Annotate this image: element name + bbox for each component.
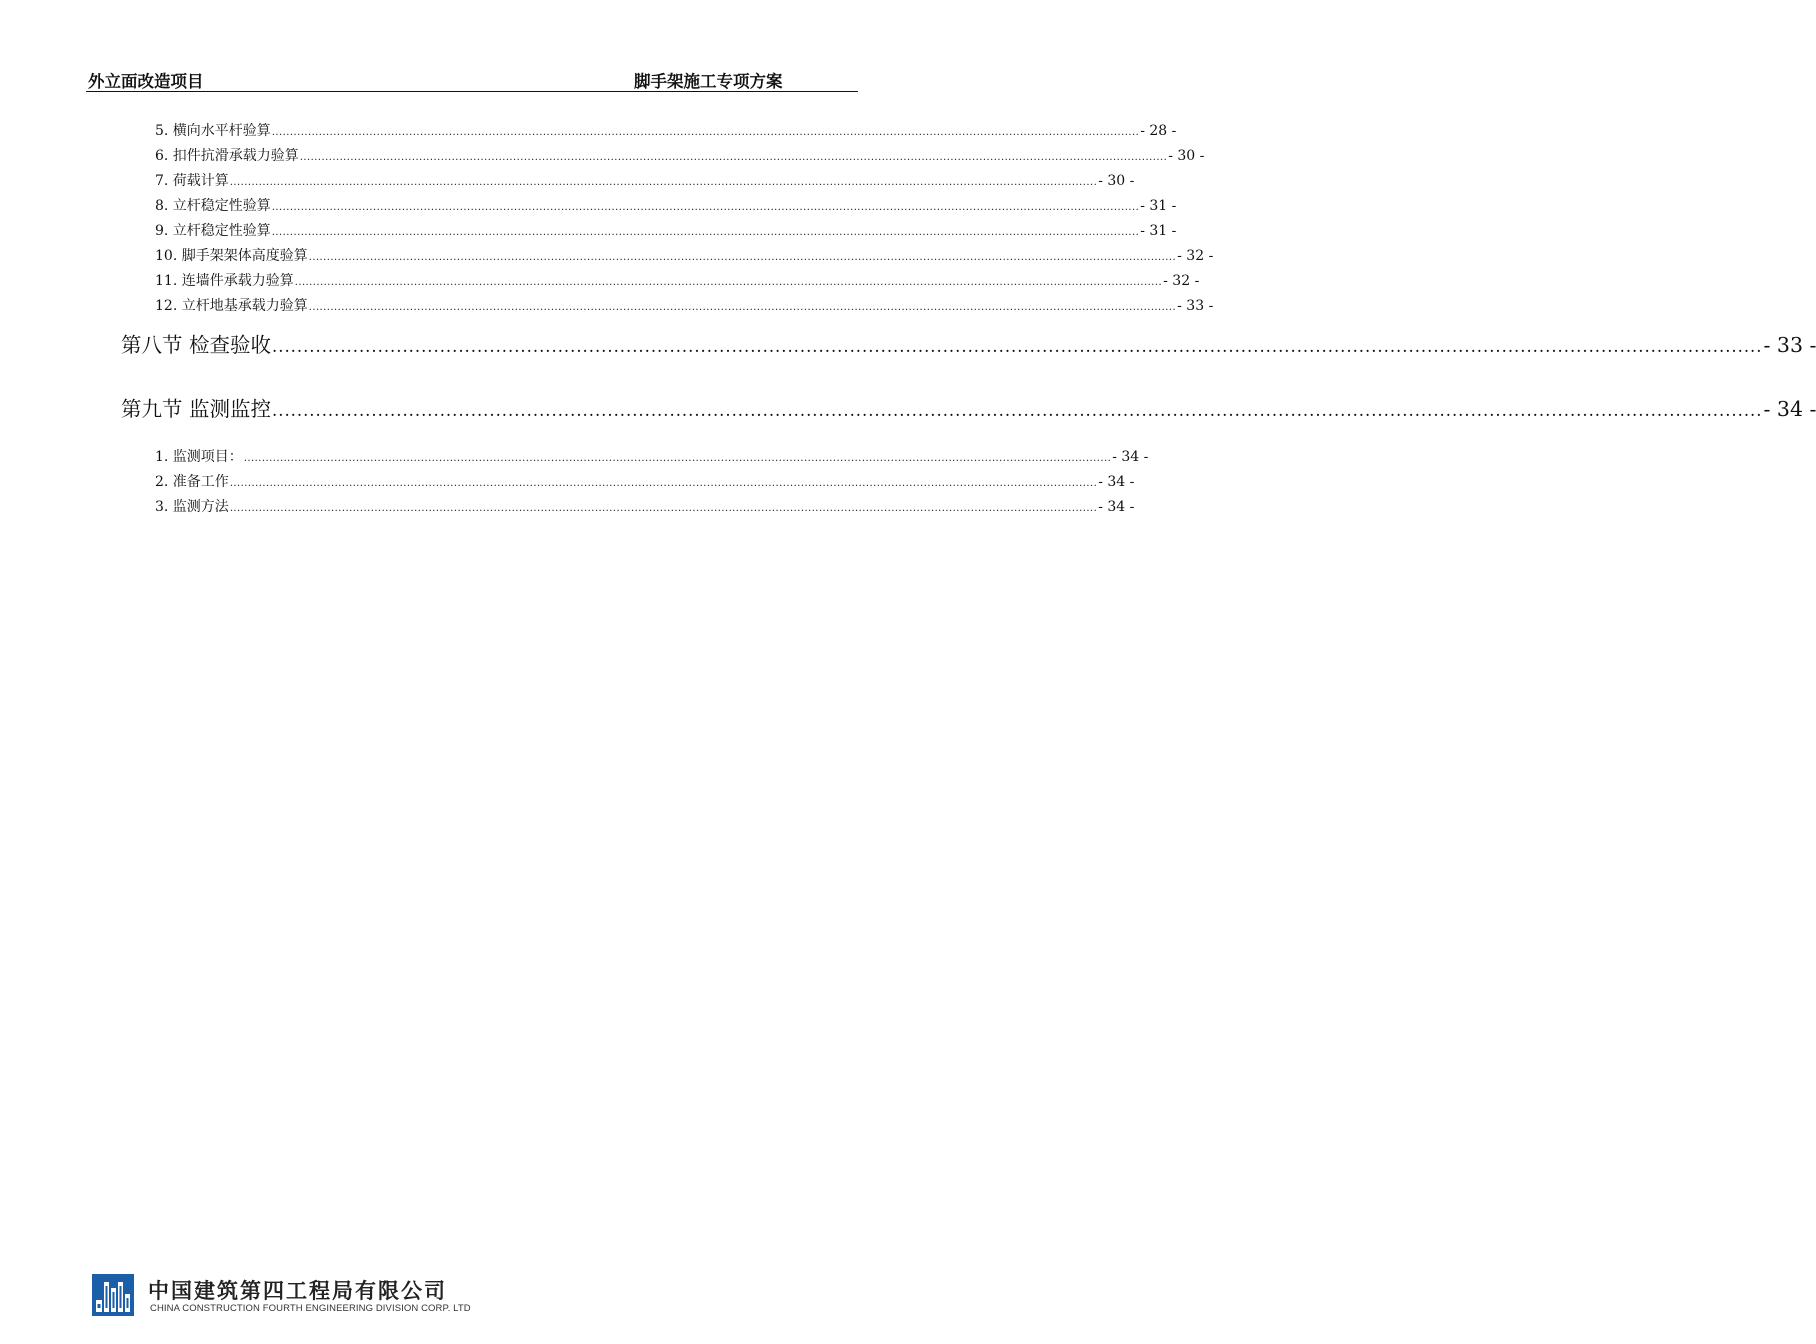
toc-item-title: 7. 荷载计算 bbox=[155, 173, 229, 189]
toc-leader-dots: ................................................................................................................................................................................................................................................ bbox=[308, 252, 1177, 263]
toc-item-page: - 33 - bbox=[1177, 298, 1214, 314]
toc-item-page: - 31 - bbox=[1140, 198, 1177, 214]
toc-item-load-calculation[interactable] bbox=[155, 170, 1135, 192]
company-name-cn: 中国建筑第四工程局有限公司 bbox=[148, 1279, 447, 1303]
toc-item-pole-foundation-check[interactable] bbox=[155, 295, 1214, 317]
toc-item-title: 11. 连墙件承载力验算 bbox=[155, 273, 294, 289]
toc-leader-dots: ................................................................................................................................................................................................................................................ bbox=[272, 401, 1763, 420]
toc-item-title: 6. 扣件抗滑承载力验算 bbox=[155, 148, 299, 164]
toc-leader-dots: ................................................................................................................................................................................................................................................ bbox=[271, 202, 1140, 213]
toc-item-page: - 32 - bbox=[1163, 273, 1200, 289]
toc-leader-dots: ................................................................................................................................................................................................................................................ bbox=[243, 453, 1112, 464]
toc-item-pole-stability-check-8[interactable] bbox=[155, 195, 1177, 217]
toc-item-title: 8. 立杆稳定性验算 bbox=[155, 198, 271, 214]
toc-item-title: 1. 监测项目： bbox=[155, 449, 243, 465]
toc-item-page: - 33 - bbox=[1763, 333, 1816, 357]
toc-item-fastener-slip-check[interactable] bbox=[155, 145, 1205, 167]
toc-item-monitoring-items[interactable] bbox=[155, 446, 1149, 468]
toc-item-page: - 28 - bbox=[1140, 123, 1177, 139]
toc-leader-dots: ................................................................................................................................................................................................................................................ bbox=[272, 337, 1763, 356]
toc-item-preparation[interactable] bbox=[155, 471, 1135, 493]
toc-item-wall-tie-capacity-check[interactable] bbox=[155, 270, 1200, 292]
company-name-en: CHINA CONSTRUCTION FOURTH ENGINEERING DIVISION CORP. LTD bbox=[150, 1303, 471, 1314]
toc-item-title: 5. 横向水平杆验算 bbox=[155, 123, 271, 139]
toc-item-title: 第九节 监测监控 bbox=[121, 397, 272, 421]
toc-item-page: - 32 - bbox=[1177, 248, 1214, 264]
toc-leader-dots: ................................................................................................................................................................................................................................................ bbox=[229, 177, 1098, 188]
toc-section-monitoring-control[interactable] bbox=[121, 392, 1816, 422]
header-divider bbox=[86, 91, 858, 92]
toc-item-page: - 31 - bbox=[1140, 223, 1177, 239]
toc-item-page: - 30 - bbox=[1098, 173, 1135, 189]
toc-leader-dots: ................................................................................................................................................................................................................................................ bbox=[271, 227, 1140, 238]
toc-item-horizontal-bar-check[interactable] bbox=[155, 120, 1177, 142]
toc-item-page: - 30 - bbox=[1168, 148, 1205, 164]
toc-leader-dots: ................................................................................................................................................................................................................................................ bbox=[229, 503, 1098, 514]
toc-item-monitoring-methods[interactable] bbox=[155, 496, 1135, 518]
toc-section-inspection-acceptance[interactable] bbox=[121, 328, 1816, 358]
toc-item-title: 9. 立杆稳定性验算 bbox=[155, 223, 271, 239]
page-footer bbox=[92, 1273, 472, 1319]
toc-leader-dots: ................................................................................................................................................................................................................................................ bbox=[271, 127, 1140, 138]
page-header-right: 脚手架施工专项方案 bbox=[634, 72, 783, 91]
toc-item-page: - 34 - bbox=[1098, 499, 1135, 515]
page-header-left: 外立面改造项目 bbox=[88, 72, 204, 91]
toc-item-page: - 34 - bbox=[1112, 449, 1149, 465]
toc-item-title: 10. 脚手架架体高度验算 bbox=[155, 248, 308, 264]
toc-item-title: 3. 监测方法 bbox=[155, 499, 229, 515]
toc-leader-dots: ................................................................................................................................................................................................................................................ bbox=[229, 478, 1098, 489]
toc-item-title: 12. 立杆地基承载力验算 bbox=[155, 298, 308, 314]
toc-item-title: 2. 准备工作 bbox=[155, 474, 229, 490]
toc-item-pole-stability-check-9[interactable] bbox=[155, 220, 1177, 242]
toc-leader-dots: ................................................................................................................................................................................................................................................ bbox=[294, 277, 1163, 288]
toc-item-scaffold-height-check[interactable] bbox=[155, 245, 1214, 267]
toc-item-page: - 34 - bbox=[1098, 474, 1135, 490]
toc-leader-dots: ................................................................................................................................................................................................................................................ bbox=[308, 302, 1177, 313]
toc-leader-dots: ................................................................................................................................................................................................................................................ bbox=[299, 152, 1168, 163]
company-logo-icon bbox=[92, 1274, 134, 1316]
toc-item-title: 第八节 检查验收 bbox=[121, 333, 272, 357]
toc-item-page: - 34 - bbox=[1763, 397, 1816, 421]
